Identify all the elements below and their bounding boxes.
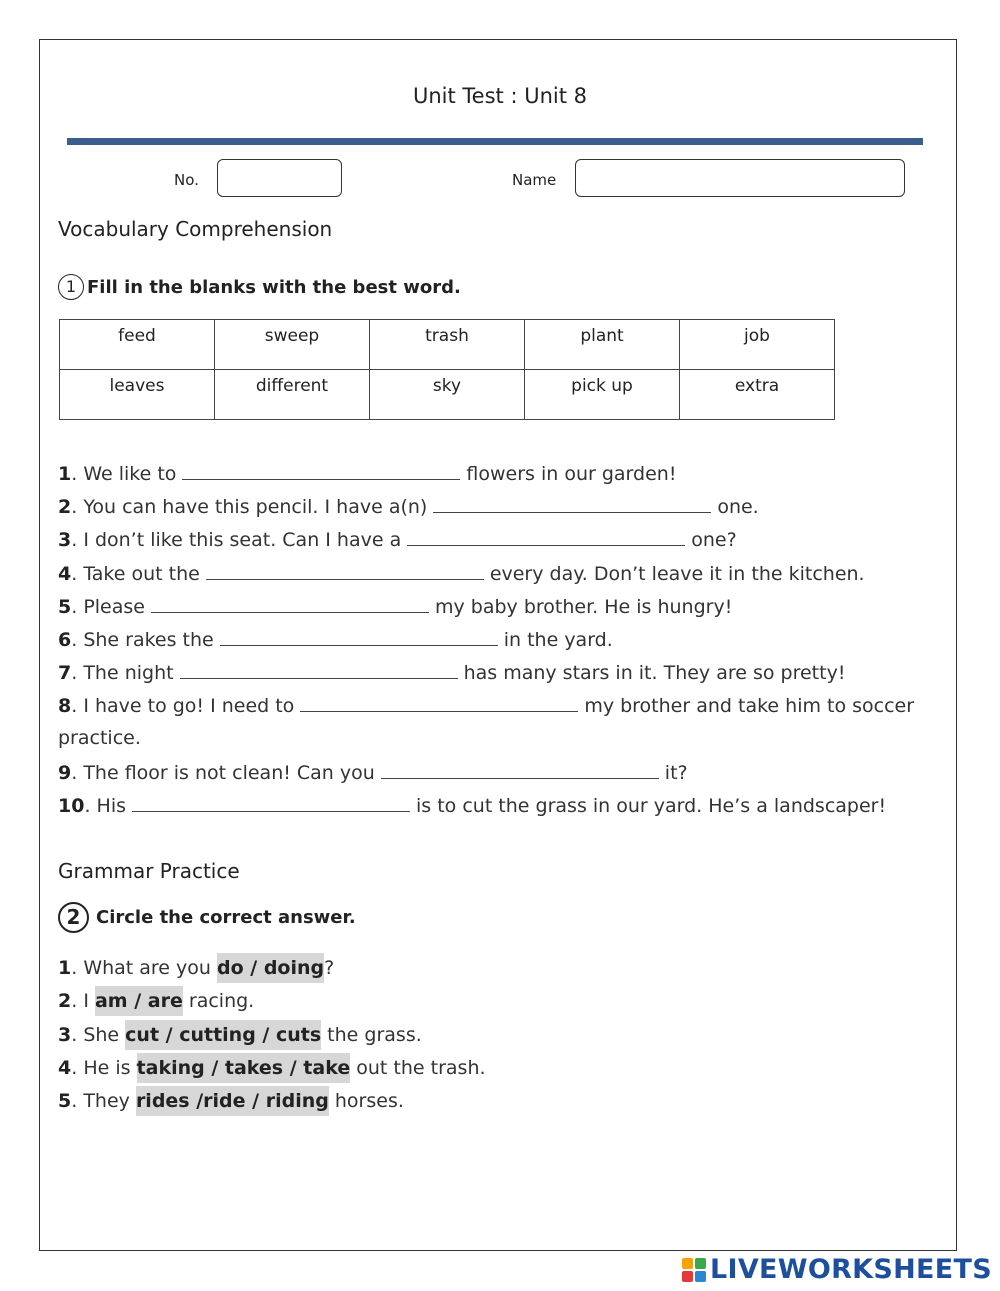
answer-blank[interactable]	[381, 760, 659, 779]
vocab-heading: Vocabulary Comprehension	[58, 217, 333, 241]
item-text-before: . I don’t like this seat. Can I have a	[71, 529, 402, 551]
item-number: 10	[58, 795, 85, 817]
grammar-instruction	[58, 902, 356, 933]
item-text-after: horses.	[328, 1090, 404, 1112]
item-number: 1	[58, 957, 72, 979]
grammar-item-5	[58, 1090, 404, 1112]
item-number: 5	[58, 1090, 72, 1112]
item-text-before: . Take out the	[71, 563, 200, 585]
grammar-item-3	[58, 1024, 422, 1046]
vocab-item-8	[58, 693, 914, 717]
item-text-before: . I	[71, 990, 95, 1012]
word-bank-cell: pick up	[525, 370, 680, 420]
item-text-before: . He is	[71, 1057, 137, 1079]
brand-text: LIVEWORKSHEETS	[709, 1254, 992, 1285]
item-text-after: flowers in our garden!	[466, 463, 677, 485]
item-text-after: has many stars in it. They are so pretty!	[463, 662, 846, 684]
answer-blank[interactable]	[220, 627, 498, 646]
title-divider	[67, 138, 923, 145]
item-text-before: . The night	[71, 662, 174, 684]
liveworksheets-brand[interactable]	[682, 1254, 992, 1285]
vocab-item-4	[58, 561, 865, 585]
instruction-number-badge: 2	[58, 902, 89, 933]
name-label: Name	[512, 171, 557, 189]
word-bank-row	[60, 370, 835, 420]
answer-blank[interactable]	[433, 494, 711, 513]
item-number: 2	[58, 496, 72, 518]
word-bank-cell: different	[215, 370, 370, 420]
item-text-before: . She	[71, 1024, 126, 1046]
item-text-before: . They	[71, 1090, 136, 1112]
answer-blank[interactable]	[151, 594, 429, 613]
answer-blank[interactable]	[407, 527, 685, 546]
item-text-before: . You can have this pencil. I have a(n)	[71, 496, 428, 518]
item-text-after: every day. Don’t leave it in the kitchen.	[489, 563, 865, 585]
item-text-before: . His	[84, 795, 126, 817]
item-text-before: . Please	[71, 596, 145, 618]
item-text-after: one?	[691, 529, 737, 551]
item-text-after: the grass.	[321, 1024, 422, 1046]
item-text-after: racing.	[182, 990, 255, 1012]
vocab-instruction	[58, 274, 461, 300]
word-bank-row	[60, 320, 835, 370]
answer-choices[interactable]: do / doing	[217, 953, 324, 983]
item-number: 4	[58, 563, 72, 585]
item-text-before: . I have to go! I need to	[71, 695, 295, 717]
item-number: 8	[58, 695, 72, 717]
word-bank-cell: feed	[60, 320, 215, 370]
word-bank-cell: trash	[370, 320, 525, 370]
item-text-before: . The floor is not clean! Can you	[71, 762, 375, 784]
grammar-instruction-text: Circle the correct answer.	[96, 907, 356, 928]
answer-choices[interactable]: rides /ride / riding	[136, 1086, 329, 1116]
item-number: 2	[58, 990, 72, 1012]
word-bank-cell: job	[680, 320, 835, 370]
vocab-item-2	[58, 494, 759, 518]
word-bank-cell: sky	[370, 370, 525, 420]
instruction-number-badge: 1	[58, 274, 84, 300]
word-bank-table	[59, 319, 835, 420]
vocab-item-6	[58, 627, 613, 651]
item-number: 3	[58, 529, 72, 551]
word-bank-cell: leaves	[60, 370, 215, 420]
vocab-item-1	[58, 461, 676, 485]
vocab-item-7	[58, 660, 845, 684]
page-title: Unit Test : Unit 8	[413, 84, 587, 108]
vocab-item-3	[58, 527, 737, 551]
no-label: No.	[174, 171, 199, 189]
answer-blank[interactable]	[180, 660, 458, 679]
vocab-item-5	[58, 594, 732, 618]
item-text-after: my baby brother. He is hungry!	[434, 596, 733, 618]
answer-blank[interactable]	[132, 793, 410, 812]
name-input[interactable]	[575, 159, 905, 197]
no-input[interactable]	[217, 159, 342, 197]
item-number: 3	[58, 1024, 72, 1046]
grammar-heading: Grammar Practice	[58, 859, 240, 883]
liveworksheets-logo-icon	[682, 1258, 706, 1282]
item-text-after: one.	[717, 496, 759, 518]
item-text-after: is to cut the grass in our yard. He’s a landscaper!	[416, 795, 887, 817]
word-bank-cell: sweep	[215, 320, 370, 370]
item-number: 5	[58, 596, 72, 618]
vocab-item-8-continuation: practice.	[58, 727, 141, 749]
item-text-after: it?	[664, 762, 688, 784]
item-number: 9	[58, 762, 72, 784]
answer-choices[interactable]: cut / cutting / cuts	[125, 1020, 321, 1050]
item-number: 7	[58, 662, 72, 684]
item-text-after: ?	[324, 957, 335, 979]
item-text-after: in the yard.	[503, 629, 613, 651]
item-text-before: . What are you	[71, 957, 217, 979]
grammar-item-4	[58, 1057, 486, 1079]
grammar-item-1	[58, 957, 334, 979]
word-bank-cell: extra	[680, 370, 835, 420]
vocab-item-9	[58, 760, 688, 784]
item-text-after: my brother and take him to soccer	[584, 695, 915, 717]
grammar-item-2	[58, 990, 254, 1012]
item-number: 1	[58, 463, 72, 485]
word-bank-cell: plant	[525, 320, 680, 370]
answer-blank[interactable]	[300, 693, 578, 712]
item-number: 4	[58, 1057, 72, 1079]
answer-blank[interactable]	[182, 461, 460, 480]
vocab-item-10	[58, 793, 886, 817]
answer-choices[interactable]: am / are	[95, 986, 183, 1016]
item-text-after: out the trash.	[350, 1057, 486, 1079]
answer-choices[interactable]: taking / takes / take	[137, 1053, 351, 1083]
item-text-before: . She rakes the	[71, 629, 214, 651]
item-text-before: . We like to	[71, 463, 177, 485]
vocab-instruction-text: Fill in the blanks with the best word.	[87, 276, 461, 298]
item-number: 6	[58, 629, 72, 651]
answer-blank[interactable]	[206, 561, 484, 580]
